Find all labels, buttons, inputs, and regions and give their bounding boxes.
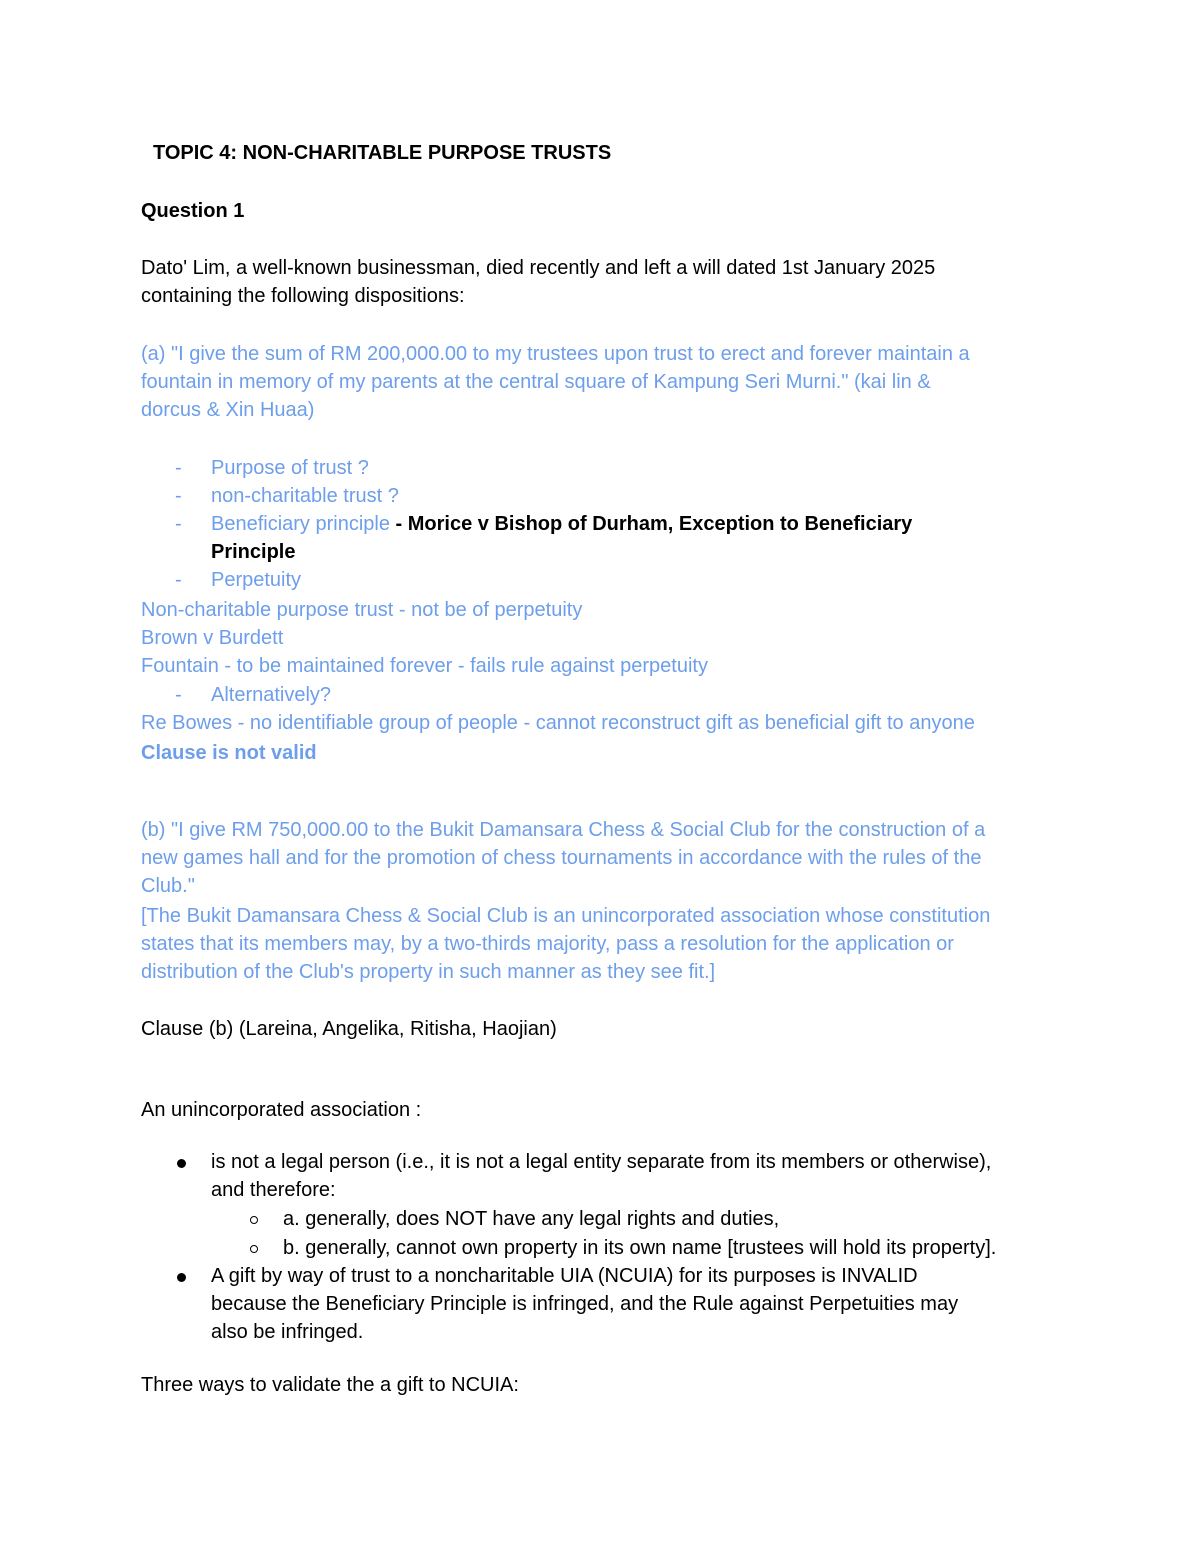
point-beneficiary-principle: [211, 512, 912, 536]
clause-b-line-4: [The Bukit Damansara Chess & Social Club is an unincorporated association whose constitution: [141, 905, 991, 927]
uia-heading: An unincorporated association :: [141, 1099, 422, 1121]
sub-bullet-icon: [250, 1216, 258, 1224]
dash-bullet: -: [175, 684, 182, 706]
intro-line-2: containing the following dispositions:: [141, 285, 465, 307]
clause-b-line-6: distribution of the Club's property in such manner as they see fit.]: [141, 961, 716, 983]
clause-a-line-3: dorcus & Xin Huaa): [141, 399, 315, 421]
uia-sub-bullet-b: b. generally, cannot own property in its own name [trustees will hold its property].: [283, 1237, 997, 1259]
uia-sub-bullet-a: a. generally, does NOT have any legal rights and duties,: [283, 1208, 780, 1230]
clause-b-line-1: (b) "I give RM 750,000.00 to the Bukit Damansara Chess & Social Club for the construction of a: [141, 819, 986, 841]
re-bowes-line: Re Bowes - no identifiable group of people - cannot reconstruct gift as beneficial gift to anyone: [141, 712, 975, 734]
clause-b-line-5: states that its members may, by a two-thirds majority, pass a resolution for the application or: [141, 933, 954, 955]
point-beneficiary-case: - Morice v Bishop of Durham, Exception to Beneficiary: [395, 513, 913, 535]
point-perpetuity: Perpetuity: [211, 569, 302, 591]
uia-bullet-1-line-2: and therefore:: [211, 1179, 336, 1201]
dash-bullet: -: [175, 513, 182, 535]
point-beneficiary-label: Beneficiary principle: [211, 513, 396, 535]
clause-b-line-2: new games hall and for the promotion of chess tournaments in accordance with the rules of the: [141, 847, 982, 869]
bullet-icon: [177, 1273, 186, 1282]
clause-a-line-1: (a) "I give the sum of RM 200,000.00 to my trustees upon trust to erect and forever maintain a: [141, 343, 970, 365]
intro-line-1: Dato' Lim, a well-known businessman, died recently and left a will dated 1st January 2025: [141, 257, 936, 279]
point-beneficiary-cont: Principle: [211, 541, 296, 563]
clause-a-line-2: fountain in memory of my parents at the central square of Kampung Seri Murni." (kai lin &: [141, 371, 931, 393]
bullet-icon: [177, 1159, 186, 1168]
sub-bullet-icon: [250, 1245, 258, 1253]
point-alternatively: Alternatively?: [211, 684, 332, 706]
clause-b-line-3: Club.": [141, 875, 195, 897]
three-ways-line: Three ways to validate the a gift to NCUIA:: [141, 1374, 519, 1396]
clause-b-group: Clause (b) (Lareina, Angelika, Ritisha, Haojian): [141, 1018, 557, 1040]
dash-bullet: -: [175, 485, 182, 507]
note-line-1: Non-charitable purpose trust - not be of perpetuity: [141, 599, 583, 621]
clause-a-conclusion: Clause is not valid: [141, 742, 317, 764]
point-non-charitable: non-charitable trust ?: [211, 485, 399, 507]
uia-bullet-2-line-3: also be infringed.: [211, 1321, 364, 1343]
point-purpose: Purpose of trust ?: [211, 457, 369, 479]
note-line-3: Fountain - to be maintained forever - fails rule against perpetuity: [141, 655, 708, 677]
document-title: TOPIC 4: NON-CHARITABLE PURPOSE TRUSTS: [153, 142, 612, 164]
question-heading: Question 1: [141, 200, 245, 222]
dash-bullet: -: [175, 569, 182, 591]
uia-bullet-2-line-1: A gift by way of trust to a noncharitable UIA (NCUIA) for its purposes is INVALID: [211, 1265, 918, 1287]
uia-bullet-1-line-1: is not a legal person (i.e., it is not a legal entity separate from its members or otherwise),: [211, 1151, 992, 1173]
note-line-2: Brown v Burdett: [141, 627, 284, 649]
uia-bullet-2-line-2: because the Beneficiary Principle is infringed, and the Rule against Perpetuities may: [211, 1293, 959, 1315]
dash-bullet: -: [175, 457, 182, 479]
